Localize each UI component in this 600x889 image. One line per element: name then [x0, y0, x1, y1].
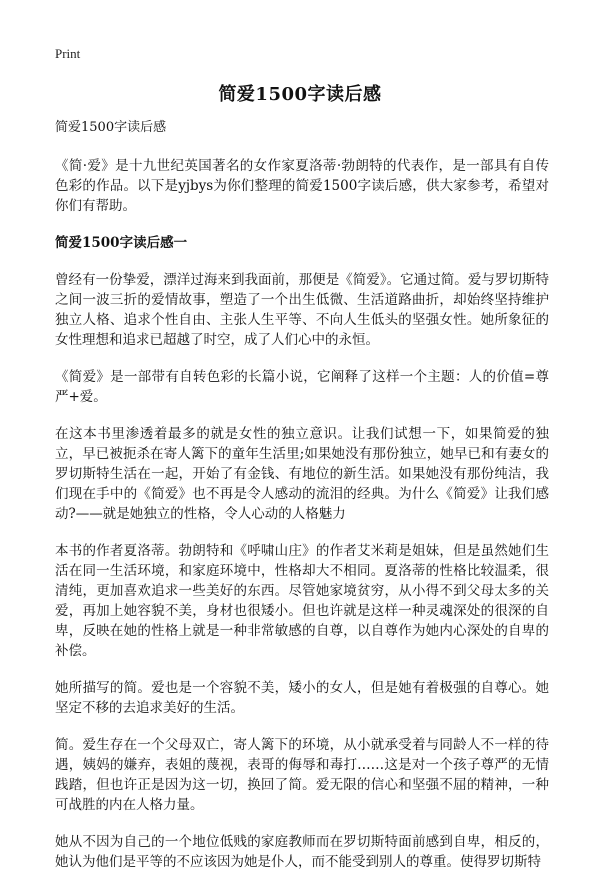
body-paragraph: 《简爱》是一部带有自转色彩的长篇小说，它阐释了这样一个主题：人的价值=尊严+爱。: [55, 369, 549, 405]
article-body: [55, 118, 549, 889]
body-paragraph: 她所描写的简。爱也是一个容貌不美，矮小的女人，但是她有着极强的自尊心。她坚定不移的去追求美好的生活。: [55, 680, 549, 716]
body-paragraph: 本书的作者夏洛蒂。勃朗特和《呼啸山庄》的作者艾米莉是姐妹，但是虽然她们生活在同一生活环境，和家庭环境中，性格却大不相同。夏洛蒂的性格比较温柔，很清纯，更加喜欢追求一些美好的东西。尽管她家境贫穷，从小得不到父母太多的关爱，再加上她容貌不美，身材也很矮小。但也许就是这样一种灵魂深处的很深的自卑，反映在她的性格上就是一种非常敏感的自尊，以自尊作为她内心深处的自卑的补偿。: [55, 543, 549, 659]
intro-paragraph: 《简·爱》是十九世纪英国著名的女作家夏洛蒂·勃朗特的代表作，是一部具有自传色彩的作品。以下是yjbys为你们整理的简爱1500字读后感，供大家参考，希望对你们有帮助。: [55, 158, 549, 214]
body-paragraph: 她从不因为自己的一个地位低贱的家庭教师而在罗切斯特面前感到自卑，相反的，她认为他们是平等的不应该因为她是仆人，而不能受到别人的尊重。使得罗切斯特: [55, 834, 549, 870]
body-paragraph: 简。爱生存在一个父母双亡，寄人篱下的环境，从小就承受着与同龄人不一样的待遇，姨妈的嫌弃，表姐的蔑视，表哥的侮辱和毒打……这是对一个孩子尊严的无情践踏，但也许正是因为这一切，换回了简。爱无限的信心和坚强不屈的精神，一种可战胜的内在人格力量。: [55, 737, 549, 813]
print-link[interactable]: Print: [55, 46, 81, 61]
section-heading: 简爱1500字读后感一: [55, 235, 188, 251]
body-paragraph: 在这本书里渗透着最多的就是女性的独立意识。让我们试想一下，如果简爱的独立，早已被扼杀在寄人篱下的童年生活里;如果她没有那份独立，她早已和有妻女的罗切斯特生活在一起，开始了有金钱、有地位的新生活。如果她没有那份纯洁，我们现在手中的《简爱》也不再是令人感动的流泪的经典。为什么《简爱》让我们感动?——就是她独立的性格，令人心动的人格魅力: [55, 426, 549, 522]
page-title: 简爱1500字读后感: [218, 84, 382, 105]
article-subtitle: 简爱1500字读后感: [55, 120, 167, 135]
body-paragraph: 曾经有一份挚爱，漂洋过海来到我面前，那便是《简爱》。它通过简。爱与罗切斯特之间一波三折的爱情故事，塑造了一个出生低微、生活道路曲折，却始终坚持维护独立人格、追求个性自由、主张人生平等、不向人生低头的坚强女性。她所象征的女性理想和追求已超越了时空，成了人们心中的永恒。: [55, 272, 549, 348]
